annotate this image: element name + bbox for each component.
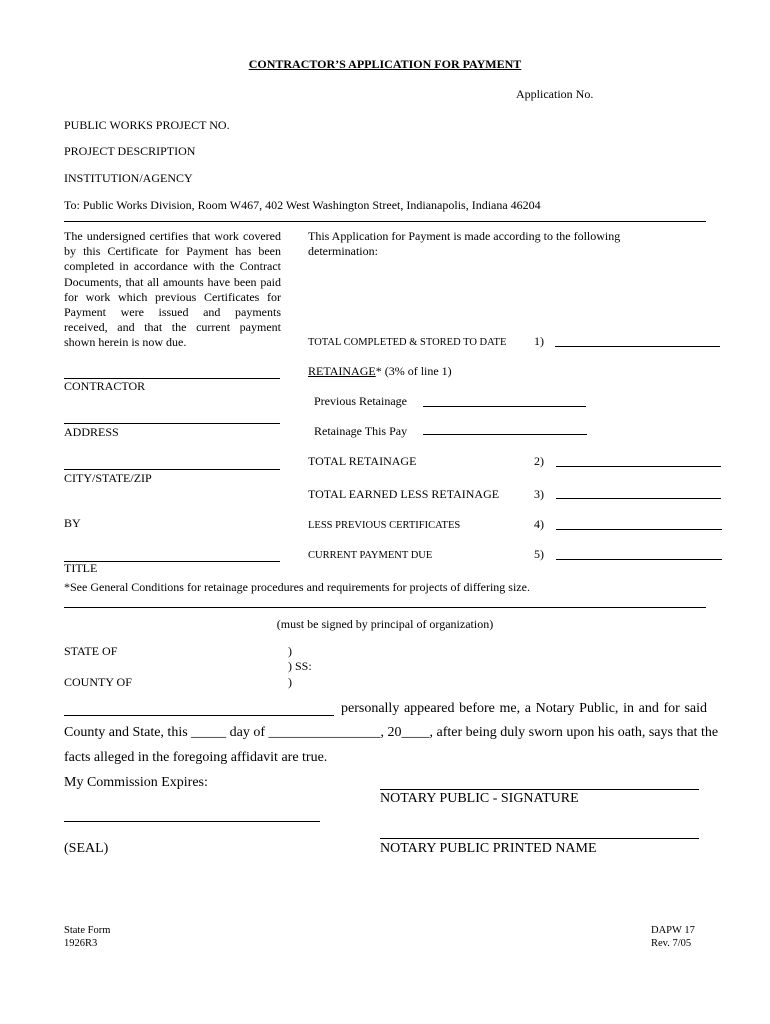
commission-expires-field[interactable] bbox=[64, 821, 320, 822]
project-no-label: PUBLIC WORKS PROJECT NO. bbox=[64, 118, 230, 132]
signed-note: (must be signed by principal of organization) bbox=[276, 617, 494, 631]
total-earned-field[interactable] bbox=[556, 498, 721, 499]
paren: ) bbox=[288, 675, 292, 689]
current-due-label: CURRENT PAYMENT DUE bbox=[308, 550, 433, 561]
notary-printed-name-label: NOTARY PUBLIC PRINTED NAME bbox=[380, 841, 597, 856]
line-4-number: 4) bbox=[534, 517, 544, 531]
previous-retainage-label: Previous Retainage bbox=[314, 394, 407, 408]
institution-label: INSTITUTION/AGENCY bbox=[64, 171, 193, 185]
determination-text: This Application for Payment is made according to the following determination: bbox=[308, 229, 621, 258]
address-field[interactable] bbox=[64, 423, 280, 424]
address-label: ADDRESS bbox=[64, 425, 119, 439]
total-completed-label: TOTAL COMPLETED & STORED TO DATE bbox=[308, 337, 507, 348]
city-state-zip-label: CITY/STATE/ZIP bbox=[64, 471, 152, 485]
revision: Rev. 7/05 bbox=[651, 938, 692, 949]
total-earned-label: TOTAL EARNED LESS RETAINAGE bbox=[308, 487, 500, 501]
line-1-number: 1) bbox=[534, 334, 544, 348]
retainage-heading bbox=[308, 364, 452, 379]
retainage-label: RETAINAGE bbox=[308, 364, 376, 378]
seal-label: (SEAL) bbox=[64, 841, 109, 856]
retainage-note: * (3% of line 1) bbox=[375, 364, 452, 378]
to-address: To: Public Works Division, Room W467, 402 West Washington Street, Indianapolis, Indiana 46204 bbox=[64, 198, 541, 212]
notary-statement-3: facts alleged in the foregoing affidavit are true. bbox=[64, 750, 328, 765]
retainage-this-pay-field[interactable] bbox=[423, 434, 587, 435]
county-of-label: COUNTY OF bbox=[64, 675, 132, 689]
notary-statement-2: County and State, this _____ day of ________________, 20____, after being duly sworn upon his oath, says that the bbox=[64, 725, 719, 740]
by-label: BY bbox=[64, 516, 81, 530]
state-of-label: STATE OF bbox=[64, 644, 118, 658]
title-label: TITLE bbox=[64, 561, 98, 575]
current-due-field[interactable] bbox=[556, 559, 722, 560]
footnote: *See General Conditions for retainage procedures and requirements for projects of differing size. bbox=[64, 580, 530, 594]
city-state-zip-field[interactable] bbox=[64, 469, 280, 470]
affiant-name-field[interactable] bbox=[64, 715, 334, 716]
form-number: 1926R3 bbox=[64, 938, 98, 949]
dapw-number: DAPW 17 bbox=[651, 925, 695, 936]
notary-signature-label: NOTARY PUBLIC - SIGNATURE bbox=[380, 791, 579, 806]
notary-statement-1: personally appeared before me, a Notary Public, in and for said bbox=[341, 701, 707, 716]
line-2-number: 2) bbox=[534, 454, 544, 468]
paren: ) bbox=[288, 644, 292, 658]
commission-expires-label: My Commission Expires: bbox=[64, 775, 208, 790]
project-description-label: PROJECT DESCRIPTION bbox=[64, 144, 196, 158]
certification-text: The undersigned certifies that work covered by this Certificate for Payment has been completed in accordance with the Contract Documents, that all amounts have been paid for work which previous Certificates for Payment were issued and payments received, and that the current payment shown herein is now due. bbox=[64, 229, 281, 350]
application-no-label: Application No. bbox=[516, 87, 594, 101]
retainage-this-pay-label: Retainage This Pay bbox=[314, 424, 408, 438]
line-3-number: 3) bbox=[534, 487, 544, 501]
divider bbox=[64, 607, 706, 608]
total-retainage-label: TOTAL RETAINAGE bbox=[308, 454, 417, 468]
less-previous-field[interactable] bbox=[556, 529, 722, 530]
notary-printed-name-field[interactable] bbox=[380, 838, 699, 839]
divider bbox=[64, 221, 706, 222]
total-retainage-field[interactable] bbox=[556, 466, 721, 467]
line-5-number: 5) bbox=[534, 547, 544, 561]
contractor-label: CONTRACTOR bbox=[64, 379, 146, 393]
total-completed-field[interactable] bbox=[555, 346, 720, 347]
less-previous-label: LESS PREVIOUS CERTIFICATES bbox=[308, 520, 461, 531]
form-title: CONTRACTOR’S APPLICATION FOR PAYMENT bbox=[248, 57, 522, 71]
previous-retainage-field[interactable] bbox=[423, 406, 586, 407]
state-form-label: State Form bbox=[64, 925, 111, 936]
ss-label: ) SS: bbox=[288, 659, 312, 673]
